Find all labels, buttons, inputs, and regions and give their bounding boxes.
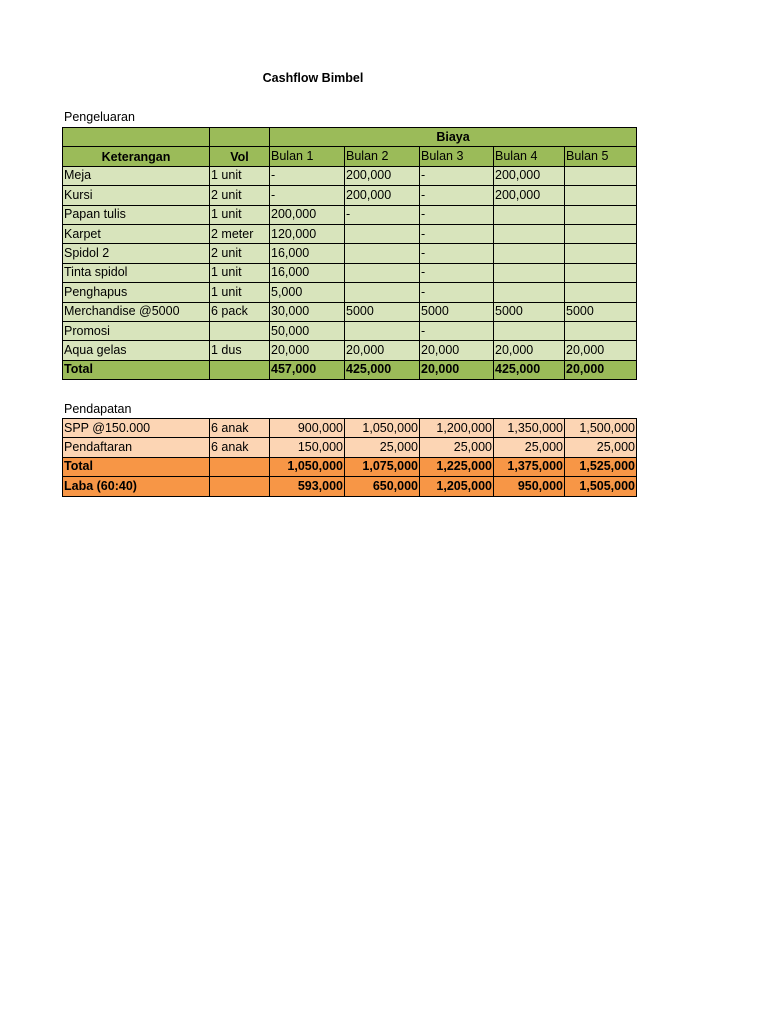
cell-value[interactable]: - [345,205,420,224]
header-keterangan[interactable]: Keterangan [63,147,210,166]
header-month[interactable]: Bulan 3 [420,147,494,166]
income-section-label: Pendapatan [64,402,132,416]
expense-row [63,283,637,302]
cell-value[interactable]: 50,000 [270,321,345,340]
cell-value[interactable]: 1,500,000 [565,419,637,438]
cell-value[interactable]: 150,000 [270,438,345,457]
cell-value[interactable]: 425,000 [494,360,565,379]
header-biaya[interactable]: Biaya [270,128,637,147]
cell-value[interactable] [345,263,420,282]
expenses-table [62,127,637,380]
cell-value[interactable]: 200,000 [270,205,345,224]
expenses-total-row [63,360,637,379]
cell-item[interactable]: Total [63,457,210,476]
cell-vol[interactable] [210,321,270,340]
expense-row [63,321,637,340]
cell-vol[interactable] [210,360,270,379]
cell-value[interactable]: 25,000 [494,438,565,457]
cell-value[interactable]: - [420,244,494,263]
cell-value[interactable] [565,263,637,282]
cell-value[interactable]: - [420,224,494,243]
cell-item[interactable]: Promosi [63,321,210,340]
cell-value[interactable]: 5,000 [270,283,345,302]
cell-value[interactable]: 650,000 [345,477,420,496]
cell-vol[interactable]: 1 unit [210,283,270,302]
cell-value[interactable] [494,283,565,302]
cell-value[interactable]: 25,000 [565,438,637,457]
cell-item[interactable]: Laba (60:40) [63,477,210,496]
header-keterangan-top[interactable] [63,128,210,147]
header-vol-top[interactable] [210,128,270,147]
header-month[interactable]: Bulan 4 [494,147,565,166]
cell-value[interactable] [345,283,420,302]
cell-value[interactable]: 5000 [494,302,565,321]
cell-item[interactable]: Papan tulis [63,205,210,224]
expense-row [63,186,637,205]
cell-value[interactable]: 1,075,000 [345,457,420,476]
cell-value[interactable]: - [270,186,345,205]
cell-value[interactable] [494,224,565,243]
cell-vol[interactable]: 1 unit [210,166,270,185]
cell-value[interactable]: 20,000 [270,341,345,360]
header-vol[interactable]: Vol [210,147,270,166]
cell-value[interactable]: 1,375,000 [494,457,565,476]
cell-value[interactable]: 5000 [565,302,637,321]
cell-value[interactable]: 5000 [345,302,420,321]
cell-value[interactable]: - [420,321,494,340]
expense-row [63,166,637,185]
cell-item[interactable]: Karpet [63,224,210,243]
cell-value[interactable] [565,283,637,302]
cell-value[interactable]: 200,000 [494,166,565,185]
cell-item[interactable]: Meja [63,166,210,185]
cell-value[interactable]: 1,050,000 [270,457,345,476]
cell-value[interactable]: 20,000 [565,341,637,360]
cell-value[interactable] [345,321,420,340]
cell-value[interactable] [494,205,565,224]
cell-value[interactable]: 30,000 [270,302,345,321]
expense-row [63,224,637,243]
cell-value[interactable] [565,205,637,224]
cell-value[interactable]: 900,000 [270,419,345,438]
cell-vol[interactable]: 6 anak [210,438,270,457]
header-month[interactable]: Bulan 2 [345,147,420,166]
income-table [62,418,637,497]
cell-value[interactable] [565,244,637,263]
cell-vol[interactable]: 2 unit [210,244,270,263]
cell-value[interactable]: 1,525,000 [565,457,637,476]
cell-item[interactable]: Spidol 2 [63,244,210,263]
cell-value[interactable]: 20,000 [345,341,420,360]
cell-value[interactable]: 1,225,000 [420,457,494,476]
cell-value[interactable]: 20,000 [565,360,637,379]
cell-vol[interactable]: 1 unit [210,263,270,282]
cell-value[interactable]: 20,000 [420,360,494,379]
cell-value[interactable] [494,321,565,340]
cell-value[interactable]: - [420,283,494,302]
cell-item[interactable]: SPP @150.000 [63,419,210,438]
cell-value[interactable]: 120,000 [270,224,345,243]
cell-item[interactable]: Penghapus [63,283,210,302]
header-month[interactable]: Bulan 1 [270,147,345,166]
cell-vol[interactable]: 1 dus [210,341,270,360]
income-profit-row [63,477,637,496]
cell-value[interactable] [494,244,565,263]
cell-vol[interactable] [210,477,270,496]
cell-value[interactable]: 1,050,000 [345,419,420,438]
cell-item[interactable]: Total [63,360,210,379]
cell-value[interactable]: 457,000 [270,360,345,379]
cell-value[interactable]: 20,000 [494,341,565,360]
expense-row [63,205,637,224]
cell-value[interactable]: - [270,166,345,185]
cell-value[interactable] [494,263,565,282]
cell-value[interactable] [565,321,637,340]
cell-value[interactable]: - [420,205,494,224]
cell-vol[interactable]: 2 unit [210,186,270,205]
cell-value[interactable]: - [420,186,494,205]
cell-value[interactable]: 16,000 [270,244,345,263]
cell-value[interactable]: 20,000 [420,341,494,360]
cell-value[interactable]: - [420,263,494,282]
cell-vol[interactable]: 2 meter [210,224,270,243]
cell-value[interactable] [565,166,637,185]
cell-item[interactable]: Tinta spidol [63,263,210,282]
income-row [63,419,637,438]
cell-vol[interactable]: 1 unit [210,205,270,224]
cell-item[interactable]: Kursi [63,186,210,205]
sheet-title: Cashflow Bimbel [262,71,364,85]
cell-value[interactable] [565,186,637,205]
cell-value[interactable]: 16,000 [270,263,345,282]
cell-value[interactable]: 200,000 [345,166,420,185]
income-row [63,438,637,457]
cell-item[interactable]: Aqua gelas [63,341,210,360]
cell-value[interactable]: 25,000 [420,438,494,457]
expense-row [63,244,637,263]
cell-item[interactable]: Pendaftaran [63,438,210,457]
expense-row [63,263,637,282]
cell-value[interactable] [345,244,420,263]
cell-value[interactable] [345,224,420,243]
cell-value[interactable]: 1,350,000 [494,419,565,438]
cell-value[interactable]: 200,000 [494,186,565,205]
cell-vol[interactable]: 6 anak [210,419,270,438]
cell-value[interactable]: 425,000 [345,360,420,379]
cell-value[interactable]: 1,205,000 [420,477,494,496]
expenses-section-label: Pengeluaran [64,110,135,124]
cell-value[interactable]: 1,505,000 [565,477,637,496]
expense-row [63,302,637,321]
cell-value[interactable]: 593,000 [270,477,345,496]
cell-value[interactable] [565,224,637,243]
cell-value[interactable]: 25,000 [345,438,420,457]
cell-value[interactable]: 5000 [420,302,494,321]
cell-value[interactable]: 200,000 [345,186,420,205]
cell-vol[interactable]: 6 pack [210,302,270,321]
cell-value[interactable]: 950,000 [494,477,565,496]
header-month[interactable]: Bulan 5 [565,147,637,166]
expense-row [63,341,637,360]
cell-value[interactable]: 1,200,000 [420,419,494,438]
income-total-row [63,457,637,476]
cell-value[interactable]: - [420,166,494,185]
cell-item[interactable]: Merchandise @5000 [63,302,210,321]
cell-vol[interactable] [210,457,270,476]
